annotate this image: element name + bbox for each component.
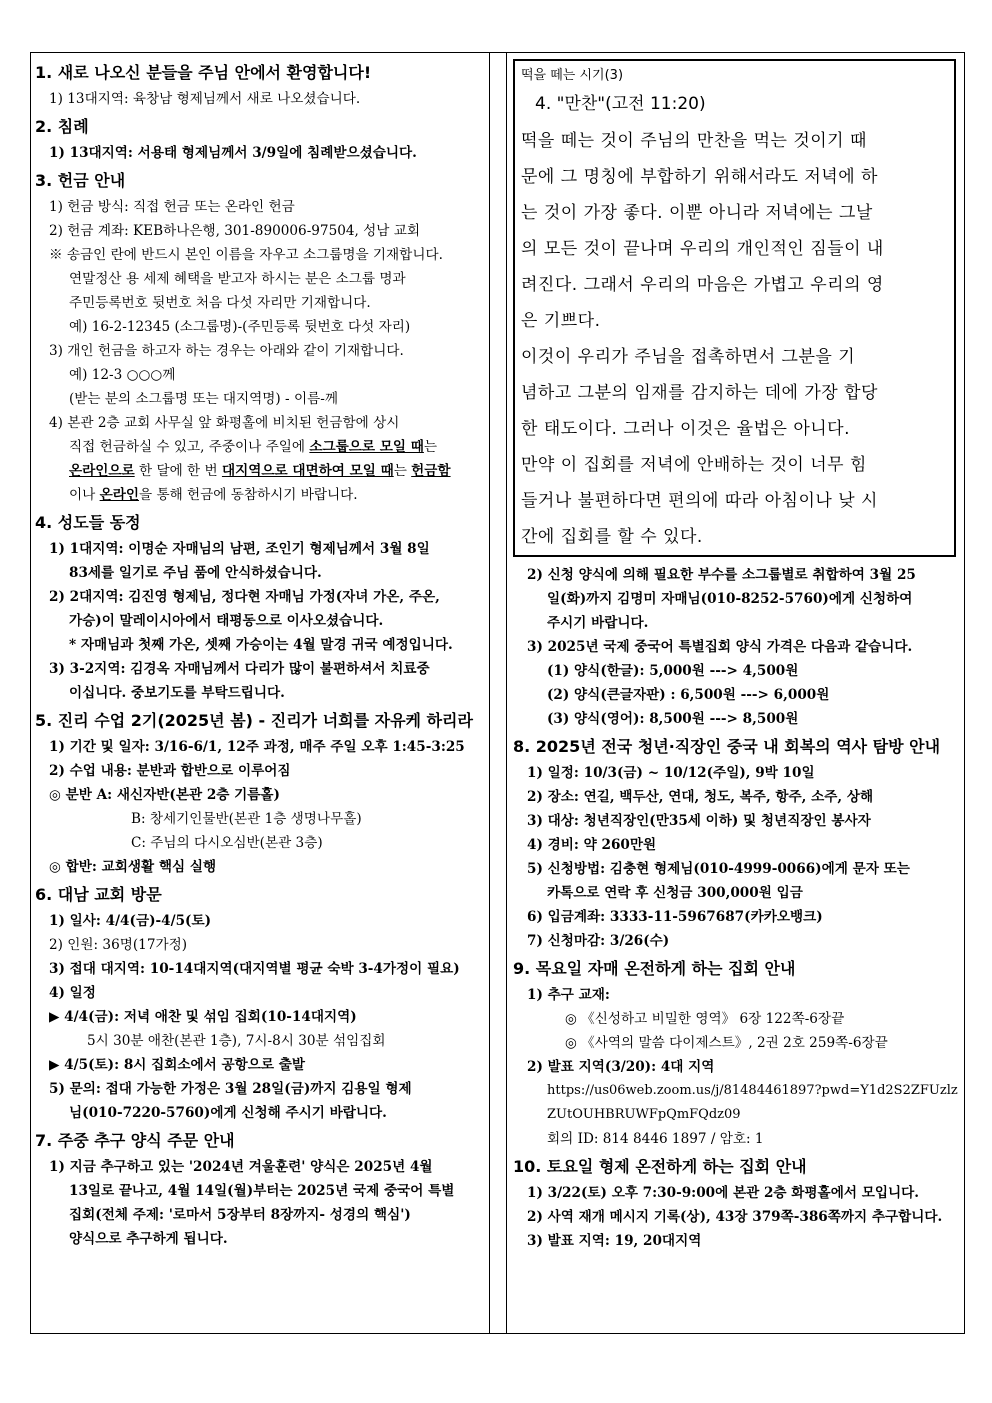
section-line: 일(화)까지 김명미 자매님(010-8252-5760)에게 신청하여 [547,591,913,607]
section-line [35,459,485,483]
box-line: 들거나 불편하다면 편의에 따라 아침이나 낮 시 [521,491,878,511]
box-line: 한 태도이다. 그러나 이것은 율법은 아니다. [521,419,851,439]
section-line: (2) 양식(큰글자판) : 6,500원 ---> 6,000원 [547,687,830,703]
section-line [35,483,485,507]
section-line: 이십니다. 중보기도를 부탁드립니다. [69,685,285,701]
section-line: 1) 13대지역: 육창남 형제님께서 새로 나오셨습니다. [49,91,361,107]
left-column [31,53,489,1333]
section-china-tour [513,735,956,953]
section-line: 7) 신청마감: 3/26(수) [527,933,670,949]
section-title: 3. 헌금 안내 [35,171,126,190]
text-run: 직접 헌금하실 수 있고, 주중이나 주일에 [69,439,310,455]
section-line: B: 창세기인물반(본관 1층 생명나무홀) [131,811,362,827]
section-line: 1) 3/22(토) 오후 7:30-9:00에 본관 2층 화평홀에서 모입니다. [527,1185,919,1201]
text-run: 한 달에 한 번 [134,463,222,479]
section-line: 4) 일정 [49,985,96,1001]
section-line: 1) 기간 및 일자: 3/16-6/1, 12주 과정, 매주 주일 오후 1:45-3:25 [49,739,465,755]
bread-breaking-box [513,59,956,557]
section-line: 4) 경비: 약 260만원 [527,837,657,853]
section-title: 8. 2025년 전국 청년·직장인 중국 내 회복의 역사 탐방 안내 [513,737,941,756]
section-line: 3) 접대 대지역: 10-14대지역(대지역별 평균 숙박 3-4가정이 필요) [49,961,460,977]
section-line: 1) 일사: 4/4(금)-4/5(토) [49,913,212,929]
section-line: 1) 13대지역: 서용태 형제님께서 3/9일에 침례받으셨습니다. [49,145,417,161]
section-offering [35,169,485,507]
section-church-visit [35,883,485,1125]
box-line: 이것이 우리가 주님을 접촉하면서 그분을 기 [521,347,856,367]
section-line: 주민등록번호 뒷번호 처음 다섯 자리만 기재합니다. [69,295,371,311]
underlined-text: 온라인 [99,487,139,503]
section-line: 13일로 끝나고, 4월 14일(월)부터는 2025년 국제 중국어 특별 [69,1183,455,1199]
section-line: 1) 일정: 10/3(금) ~ 10/12(주일), 9박 10일 [527,765,815,781]
section-line: 1) 추구 교재: [527,987,610,1003]
section-title: 2. 침례 [35,117,89,136]
section-line: 가승)이 말레이시아에서 태평동으로 이사오셨습니다. [69,613,384,629]
meeting-id: 회의 ID: 814 8446 1897 / 암호: 1 [547,1131,764,1147]
section-line: ◎ 《신성하고 비밀한 영역》 6장 122쪽-6장끝 [565,1011,845,1027]
section-study-order-continued [513,563,956,731]
box-title: 4. "만찬"(고전 11:20) [535,94,706,114]
text-run: 는 [393,463,412,479]
section-line: 5시 30분 애찬(본관 1층), 7시-8시 30분 섞임집회 [87,1033,386,1049]
section-line: 주시기 바랍니다. [547,615,649,631]
section-title: 1. 새로 나오신 분들을 주님 안에서 환영합니다! [35,63,372,82]
section-thursday-sisters [513,957,956,1151]
section-line: 3) 개인 헌금을 하고자 하는 경우는 아래와 같이 기재합니다. [49,343,404,359]
box-paragraph-3 [521,447,948,555]
section-line [35,435,485,459]
box-label: 떡을 떼는 시기(3) [521,68,624,83]
section-line: 2) 헌금 계좌: KEB하나은행, 301-890006-97504, 성남 교회 [49,223,421,239]
section-line: 예) 16-2-12345 (소그룹명)-(주민등록 뒷번호 다섯 자리) [69,319,411,335]
section-title: 9. 목요일 자매 온전하게 하는 집회 안내 [513,959,796,978]
box-line: 간에 집회를 할 수 있다. [521,527,703,547]
section-line: 카톡으로 연락 후 신청금 300,000원 입금 [547,885,803,901]
section-title: 6. 대남 교회 방문 [35,885,162,904]
section-line: ▶ 4/5(토): 8시 집회소에서 공항으로 출발 [49,1057,306,1073]
section-line: 5) 문의: 접대 가능한 가정은 3월 28일(금)까지 김용일 형제 [49,1081,412,1097]
section-line: 2) 사역 재개 메시지 기록(상), 43장 379쪽-386쪽까지 추구합니다. [527,1209,943,1225]
zoom-link-continued[interactable]: ZUtOUHBRUWFpQmFQdz09 [547,1107,741,1122]
section-welcome [35,61,485,111]
section-line: ◎ 합반: 교회생활 핵심 실행 [49,859,217,875]
zoom-link[interactable]: https://us06web.zoom.us/j/81484461897?pwd=Y1d2S2ZFUzlz [547,1083,958,1098]
section-line: ※ 송금인 란에 반드시 본인 이름을 자우고 소그룹명을 기재합니다. [49,247,443,263]
section-line: 님(010-7220-5760)에게 신청해 주시기 바랍니다. [69,1105,387,1121]
box-line: 념하고 그분의 임재를 감지하는 데에 가장 합당 [521,383,878,403]
section-line: ▶ 4/4(금): 저녁 애찬 및 섞임 집회(10-14대지역) [49,1009,357,1025]
section-line: 3) 3-2지역: 김경옥 자매님께서 다리가 많이 불편하셔서 치료중 [49,661,430,677]
box-line: 떡을 떼는 것이 주님의 만찬을 먹는 것이기 때 [521,131,867,151]
section-line: C: 주님의 다시오심반(본관 3층) [131,835,323,851]
underlined-text: 소그룹으로 모일 때 [309,439,424,455]
underlined-text: 헌금함 [411,463,451,479]
section-line: 1) 1대지역: 이명순 자매님의 남편, 조인기 형제님께서 3월 8일 [49,541,430,557]
box-line: 문에 그 명칭에 부합하기 위해서라도 저녁에 하 [521,167,878,187]
section-saturday-brothers [513,1155,956,1253]
section-line: 예) 12-3 ○○○께 [69,367,176,383]
text-run: 는 [423,439,438,455]
right-column [507,53,964,1333]
section-baptism [35,115,485,165]
section-truth-class [35,709,485,879]
box-line: 는 것이 가장 좋다. 이뿐 아니라 저녁에는 그날 [521,203,873,223]
underlined-text: 온라인으로 [69,463,135,479]
section-line: (1) 양식(한글): 5,000원 ---> 4,500원 [547,663,799,679]
section-line: 4) 본관 2층 교회 사무실 앞 화평홀에 비치된 헌금함에 상시 [49,415,400,431]
box-line: 의 모든 것이 끝나며 우리의 개인적인 짐들이 내 [521,239,884,259]
box-paragraph-2 [521,339,948,447]
section-line: 2) 2대지역: 김진영 형제님, 정다현 자매님 가정(자녀 가온, 주온, [49,589,440,605]
section-line: 2) 장소: 연길, 백두산, 연대, 청도, 복주, 항주, 소주, 상해 [527,789,874,805]
underlined-text: 대지역으로 대면하여 모일 때 [221,463,394,479]
box-line: 려진다. 그래서 우리의 마음은 가볍고 우리의 영 [521,275,884,295]
box-line: 만약 이 집회를 저녁에 안배하는 것이 너무 힘 [521,455,867,475]
section-line: 3) 대상: 청년직장인(만35세 이하) 및 청년직장인 봉사자 [527,813,871,829]
section-line: 양식으로 추구하게 됩니다. [69,1231,228,1247]
section-members-news [35,511,485,705]
section-line: ◎ 《사역의 말씀 다이제스트》, 2권 2호 259쪽-6장끝 [565,1035,888,1051]
section-line: 3) 발표 지역: 19, 20대지역 [527,1233,702,1249]
section-line: 2) 발표 지역(3/20): 4대 지역 [527,1059,715,1075]
section-line: 1) 지금 추구하고 있는 '2024년 겨울훈련' 양식은 2025년 4월 [49,1159,433,1175]
section-title: 5. 진리 수업 2기(2025년 봄) - 진리가 너희를 자유케 하리라 [35,711,473,730]
box-line: 은 기쁘다. [521,311,601,331]
section-title: 7. 주중 추구 양식 주문 안내 [35,1131,235,1150]
section-line: 6) 입금계좌: 3333-11-5967687(카카오뱅크) [527,909,823,925]
section-study-order [35,1129,485,1251]
section-line: 5) 신청방법: 김충현 형제님(010-4999-0066)에게 문자 또는 [527,861,910,877]
section-line: 3) 2025년 국제 중국어 특별집회 양식 가격은 다음과 같습니다. [527,639,913,655]
section-line: 1) 헌금 방식: 직접 헌금 또는 온라인 헌금 [49,199,295,215]
section-line: 연말정산 용 세제 혜택을 받고자 하시는 분은 소그룹 명과 [69,271,406,287]
section-title: 10. 토요일 형제 온전하게 하는 집회 안내 [513,1157,807,1176]
text-run: 을 통해 헌금에 동참하시기 바랍니다. [139,487,358,503]
box-paragraph-1 [521,123,948,339]
column-divider-left [489,53,490,1333]
section-line: 2) 인원: 36명(17가정) [49,937,188,953]
section-title: 4. 성도들 동정 [35,513,141,532]
bulletin-frame [30,52,965,1334]
section-line: 83세를 일기로 주님 품에 안식하셨습니다. [69,565,322,581]
section-line: 2) 신청 양식에 의해 필요한 부수를 소그룹별로 취합하여 3월 25 [527,567,916,583]
section-line: ◎ 분반 A: 새신자반(본관 2층 기름홀) [49,787,280,803]
section-line: (받는 분의 소그룹명 또는 대지역명) - 이름-께 [69,391,338,407]
section-line: * 자매님과 첫째 가온, 셋째 가승이는 4월 말경 귀국 예정입니다. [69,637,453,653]
text-run: 이나 [69,487,100,503]
section-line: 2) 수업 내용: 분반과 합반으로 이루어짐 [49,763,291,779]
section-line: 집회(전체 주제: '로마서 5장부터 8장까지- 성경의 핵심') [69,1207,411,1223]
section-line: (3) 양식(영어): 8,500원 ---> 8,500원 [547,711,799,727]
